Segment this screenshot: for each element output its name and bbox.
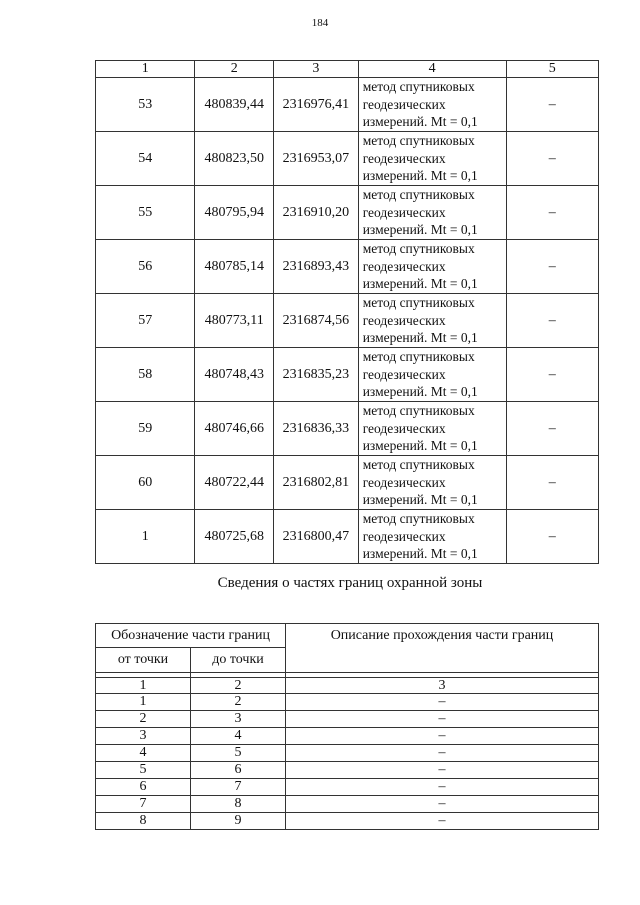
to-point: 3 [191, 711, 286, 728]
from-point-header: от точки [96, 648, 191, 673]
accuracy-note: – [506, 348, 598, 402]
part-description: – [286, 796, 599, 813]
x-coordinate: 480748,43 [195, 348, 274, 402]
coordinate-row [96, 240, 599, 294]
coordinates-header-row [96, 61, 599, 78]
accuracy-note: – [506, 294, 598, 348]
point-number: 59 [96, 402, 195, 456]
part-description: – [286, 728, 599, 745]
determination-method: метод спутниковых геодезических измерений. Mt = 0,1 [358, 402, 506, 456]
accuracy-note: – [506, 510, 598, 564]
from-point: 8 [96, 813, 191, 830]
from-point: 7 [96, 796, 191, 813]
coordinate-row [96, 186, 599, 240]
boundary-part-row [96, 762, 599, 779]
to-point: 6 [191, 762, 286, 779]
determination-method: метод спутниковых геодезических измерений. Mt = 0,1 [358, 510, 506, 564]
numbering-2: 2 [191, 678, 286, 694]
parts-header-row-1 [96, 624, 599, 648]
determination-method: метод спутниковых геодезических измерений. Mt = 0,1 [358, 78, 506, 132]
determination-method: метод спутниковых геодезических измерений. Mt = 0,1 [358, 294, 506, 348]
x-coordinate: 480795,94 [195, 186, 274, 240]
point-number: 54 [96, 132, 195, 186]
point-number: 57 [96, 294, 195, 348]
col-header-1: 1 [96, 61, 195, 78]
x-coordinate: 480725,68 [195, 510, 274, 564]
boundary-parts-table [95, 623, 599, 830]
col-header-2: 2 [195, 61, 274, 78]
coordinate-row [96, 402, 599, 456]
coordinates-table [95, 60, 599, 564]
from-point: 1 [96, 694, 191, 711]
to-point: 9 [191, 813, 286, 830]
col-header-3: 3 [274, 61, 359, 78]
boundary-part-row [96, 796, 599, 813]
to-point-header: до точки [191, 648, 286, 673]
coordinate-row [96, 78, 599, 132]
to-point: 4 [191, 728, 286, 745]
numbering-1: 1 [96, 678, 191, 694]
accuracy-note: – [506, 456, 598, 510]
determination-method: метод спутниковых геодезических измерений. Mt = 0,1 [358, 456, 506, 510]
x-coordinate: 480773,11 [195, 294, 274, 348]
section-title: Сведения о частях границ охранной зоны [217, 575, 483, 591]
point-number: 58 [96, 348, 195, 402]
designation-header: Обозначение части границ [96, 624, 286, 648]
parts-numbering-row [96, 678, 599, 694]
point-number: 60 [96, 456, 195, 510]
part-description: – [286, 745, 599, 762]
accuracy-note: – [506, 78, 598, 132]
y-coordinate: 2316893,43 [274, 240, 359, 294]
y-coordinate: 2316835,23 [274, 348, 359, 402]
to-point: 5 [191, 745, 286, 762]
determination-method: метод спутниковых геодезических измерений. Mt = 0,1 [358, 240, 506, 294]
from-point: 5 [96, 762, 191, 779]
from-point: 6 [96, 779, 191, 796]
accuracy-note: – [506, 186, 598, 240]
boundary-part-row [96, 728, 599, 745]
boundary-part-row [96, 779, 599, 796]
y-coordinate: 2316800,47 [274, 510, 359, 564]
x-coordinate: 480785,14 [195, 240, 274, 294]
coordinate-row [96, 348, 599, 402]
coordinate-row [96, 132, 599, 186]
coordinate-row [96, 294, 599, 348]
part-description: – [286, 779, 599, 796]
to-point: 7 [191, 779, 286, 796]
coordinate-row [96, 510, 599, 564]
accuracy-note: – [506, 402, 598, 456]
y-coordinate: 2316836,33 [274, 402, 359, 456]
determination-method: метод спутниковых геодезических измерений. Mt = 0,1 [358, 186, 506, 240]
point-number: 53 [96, 78, 195, 132]
part-description: – [286, 813, 599, 830]
point-number: 55 [96, 186, 195, 240]
boundary-part-row [96, 813, 599, 830]
y-coordinate: 2316874,56 [274, 294, 359, 348]
from-point: 2 [96, 711, 191, 728]
point-number: 1 [96, 510, 195, 564]
from-point: 3 [96, 728, 191, 745]
x-coordinate: 480746,66 [195, 402, 274, 456]
determination-method: метод спутниковых геодезических измерений. Mt = 0,1 [358, 348, 506, 402]
boundary-part-row [96, 745, 599, 762]
coordinate-row [96, 456, 599, 510]
boundary-part-row [96, 694, 599, 711]
col-header-4: 4 [358, 61, 506, 78]
y-coordinate: 2316802,81 [274, 456, 359, 510]
part-description: – [286, 711, 599, 728]
from-point: 4 [96, 745, 191, 762]
part-description: – [286, 694, 599, 711]
description-header: Описание прохождения части границ [286, 624, 599, 673]
col-header-5: 5 [506, 61, 598, 78]
page-number: 184 [311, 17, 329, 29]
to-point: 2 [191, 694, 286, 711]
y-coordinate: 2316910,20 [274, 186, 359, 240]
boundary-part-row [96, 711, 599, 728]
part-description: – [286, 762, 599, 779]
to-point: 8 [191, 796, 286, 813]
accuracy-note: – [506, 240, 598, 294]
numbering-3: 3 [286, 678, 599, 694]
x-coordinate: 480823,50 [195, 132, 274, 186]
y-coordinate: 2316976,41 [274, 78, 359, 132]
determination-method: метод спутниковых геодезических измерений. Mt = 0,1 [358, 132, 506, 186]
x-coordinate: 480722,44 [195, 456, 274, 510]
point-number: 56 [96, 240, 195, 294]
accuracy-note: – [506, 132, 598, 186]
x-coordinate: 480839,44 [195, 78, 274, 132]
y-coordinate: 2316953,07 [274, 132, 359, 186]
